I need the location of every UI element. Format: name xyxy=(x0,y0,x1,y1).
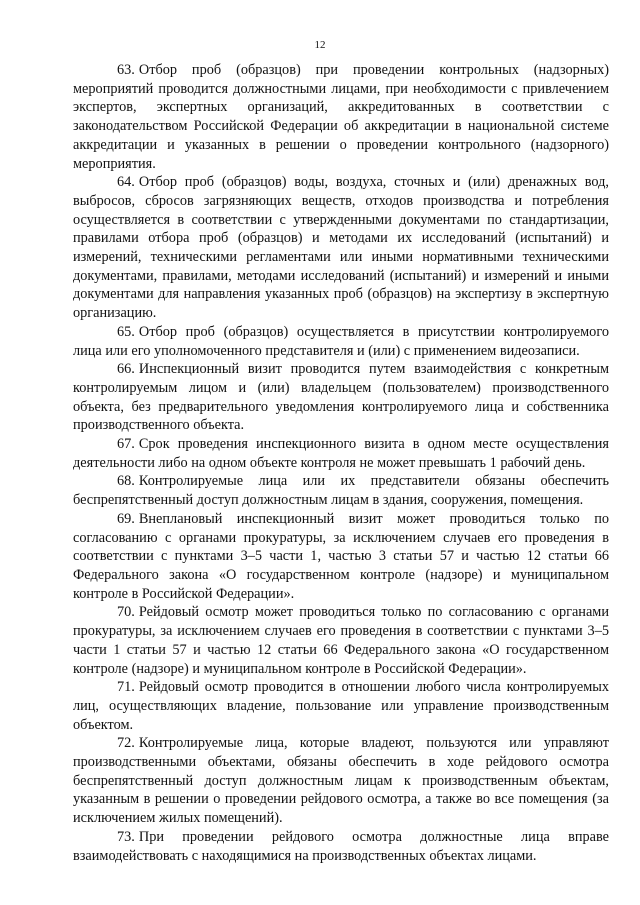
paragraph-number: 70. xyxy=(117,604,135,621)
paragraph-number: 67. xyxy=(117,436,135,453)
paragraph-number: 68. xyxy=(117,473,135,490)
paragraph-67 xyxy=(73,435,609,472)
paragraph-text: Срок проведения инспекционного визита в одном месте осуществления деятельности либо на одном объекте контроля не может превышать 1 рабочий день. xyxy=(73,436,609,471)
paragraph-text: Внеплановый инспекционный визит может проводиться только по согласованию с органами прокуратуры, за исключением случаев его проведения в соответствии с пунктами 3–5 части 1, частью 3 статьи 57 и частью 12 статьи 66 Федерального закона «О государственном контроле (надзоре) и муниципальном контроле в Российской Федерации». xyxy=(73,510,609,602)
paragraph-number: 64. xyxy=(117,174,135,191)
paragraph-number: 63. xyxy=(117,62,135,78)
paragraph-number: 65. xyxy=(117,323,135,340)
paragraph-text: Контролируемые лица, которые владеют, пользуются или управляют производственными объектами, обязаны обеспечить в ходе рейдового осмотра беспрепятственный доступ должностным лицам к производственным объектам, указанным в решении о проведении рейдового осмотра, а также во все помещения (за исключением жилых помещений). xyxy=(73,735,609,827)
paragraph-text: Отбор проб (образцов) осуществляется в присутствии контролируемого лица или его уполномоченного представителя и (или) с применением видеозаписи. xyxy=(73,323,609,359)
page-number: 12 xyxy=(314,39,326,51)
paragraph-text: При проведении рейдового осмотра должностные лица вправе взаимодействовать с находящимися на производственных объектах лицами. xyxy=(73,828,609,864)
paragraph-number: 71. xyxy=(117,679,135,696)
paragraph-text: Рейдовый осмотр проводится в отношении любого числа контролируемых лиц, осуществляющих владение, пользование или управление производственным объектом. xyxy=(73,679,609,733)
paragraph-72 xyxy=(73,734,609,828)
paragraph-text: Контролируемые лица или их представители обязаны обеспечить беспрепятственный доступ должностным лицам в здания, сооружения, помещения. xyxy=(73,473,609,509)
paragraph-number: 69. xyxy=(117,510,135,527)
paragraph-number: 66. xyxy=(117,361,135,378)
paragraph-64 xyxy=(73,173,609,323)
paragraph-65 xyxy=(73,323,609,360)
paragraph-70 xyxy=(73,603,609,678)
paragraph-text: Отбор проб (образцов) воды, воздуха, сточных и (или) дренажных вод, выбросов, сбросов загрязняющих веществ, отходов производства и потребления осуществляется в соответствии с утвержденными документами по стандартизации, правилами отбора проб (образцов) и методами их исследований (испытаний) и измерений, техническими регламентами или иными нормативными техническими документами, правилами, методами исследований (испытаний) и измерений и иными документами для направления указанных проб (образцов) на экспертизу в экспертную организацию. xyxy=(73,174,609,322)
document-body xyxy=(73,61,609,865)
paragraph-69 xyxy=(73,510,609,604)
paragraph-71 xyxy=(73,678,609,734)
paragraph-text: Рейдовый осмотр может проводиться только по согласованию с органами прокуратуры, за исключением случаев его проведения в соответствии с пунктами 3–5 части 1 статьи 57 и частью 12 статьи 66 Федерального закона «О государственном контроле (надзоре) и муниципальном контроле в Российской Федерации». xyxy=(73,604,609,677)
paragraph-68 xyxy=(73,472,609,509)
paragraph-number: 73. xyxy=(117,828,135,845)
paragraph-73 xyxy=(73,828,609,865)
paragraph-text: Отбор проб (образцов) при проведении контрольных (надзорных) мероприятий проводится должностными лицами, при необходимости с привлечением экспертов, экспертных организаций, аккредитованных в соответствии с законодательством Российской Федерации об аккредитации в национальной системе аккредитации и указанных в решении о проведении контрольного (надзорного) мероприятия. xyxy=(73,62,609,172)
paragraph-number: 72. xyxy=(117,735,135,752)
paragraph-66 xyxy=(73,360,609,435)
paragraph-text: Инспекционный визит проводится путем взаимодействия с конкретным контролируемым лицом и (или) владельцем (пользователем) производственного объекта, без предварительного уведомления контролируемого лица и собственника производственного объекта. xyxy=(73,361,609,434)
paragraph-63 xyxy=(73,61,609,173)
